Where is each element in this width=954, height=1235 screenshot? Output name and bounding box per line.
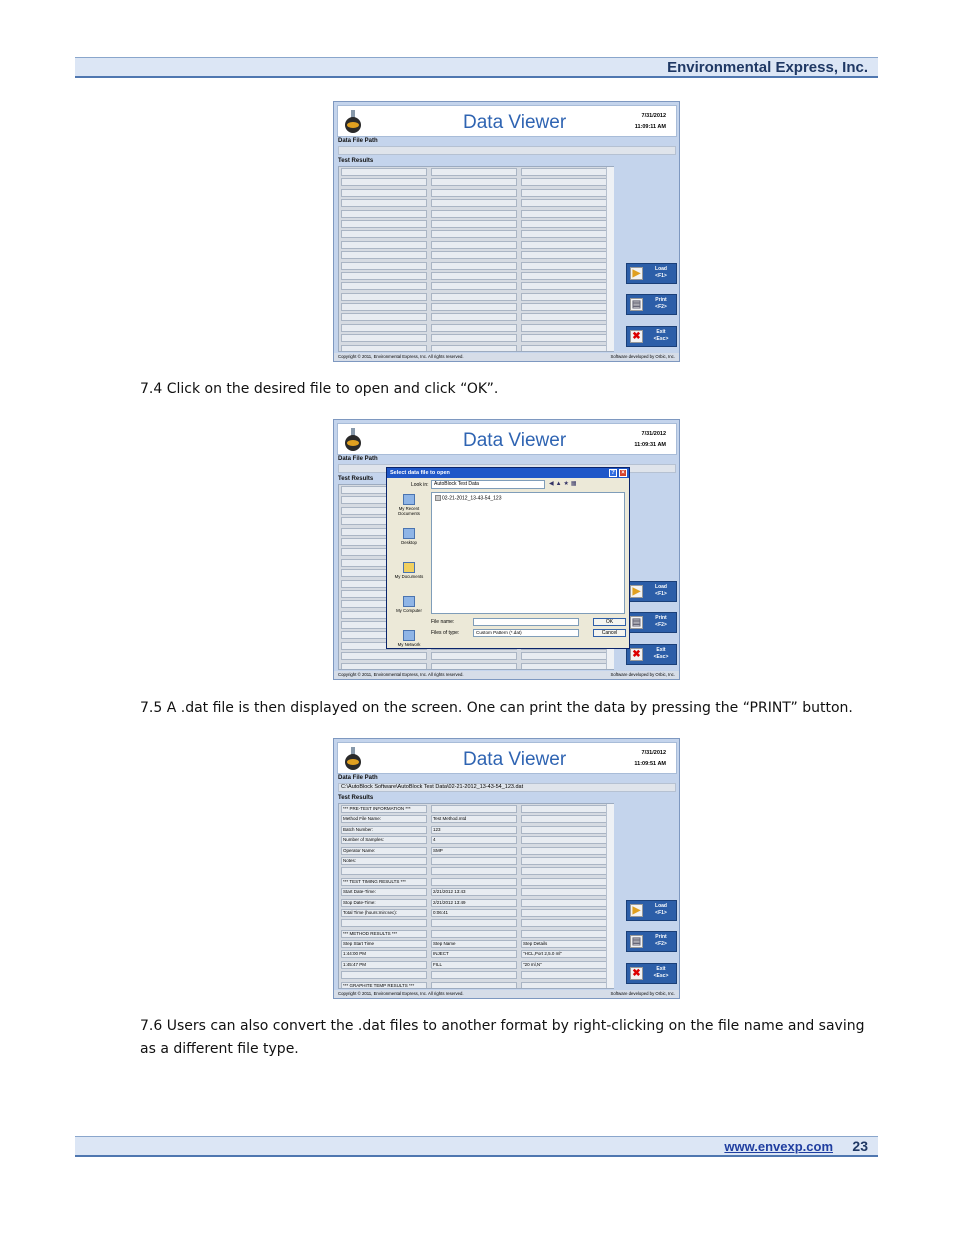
printer-icon: ▤ — [631, 936, 642, 947]
table-cell — [521, 982, 607, 989]
table-cell — [521, 857, 607, 865]
app-title: Data Viewer — [463, 430, 567, 451]
load-label: Load — [655, 903, 667, 909]
table-row — [339, 271, 613, 281]
desktop-icon — [403, 528, 415, 539]
test-results-label: Test Results — [338, 158, 374, 164]
table-cell: "20 ml,N" — [521, 961, 607, 969]
table-cell — [521, 241, 607, 249]
load-button[interactable] — [626, 581, 677, 602]
table-cell — [431, 199, 517, 207]
table-cell: Step Details — [521, 940, 607, 948]
date-text: 7/31/2012 — [641, 113, 666, 119]
printer-icon: ▤ — [631, 299, 642, 310]
table-cell — [431, 867, 517, 875]
place-recent[interactable] — [391, 494, 427, 525]
table-cell — [341, 241, 427, 249]
table-cell: SMP — [431, 847, 517, 855]
table-cell: INJECT — [431, 950, 517, 958]
time-text: 11:09:51 AM — [634, 761, 666, 767]
table-cell — [341, 313, 427, 321]
place-label: Desktop — [401, 540, 417, 545]
table-cell — [341, 210, 427, 218]
table-cell — [341, 220, 427, 228]
data-viewer-screenshot-results — [333, 738, 680, 999]
datetime-display — [635, 111, 666, 133]
table-cell — [431, 230, 517, 238]
time-text: 11:09:11 AM — [634, 124, 666, 130]
open-file-dialog — [386, 467, 630, 649]
table-cell — [431, 663, 517, 670]
file-type-label: Files of type: — [431, 630, 460, 636]
table-cell — [521, 930, 607, 938]
table-row — [339, 929, 613, 939]
table-row — [339, 898, 613, 908]
table-cell — [341, 345, 427, 352]
printer-icon: ▤ — [631, 617, 642, 628]
file-name-label: File name: — [431, 619, 455, 625]
table-cell — [521, 220, 607, 228]
table-cell: Operator Name: — [341, 847, 427, 855]
print-label: Print — [655, 615, 667, 621]
table-row — [339, 250, 613, 260]
developer-text: Software developed by Orbic, Inc. — [610, 672, 675, 677]
table-cell: 0:06:41 — [431, 909, 517, 917]
dialog-titlebar — [387, 468, 629, 478]
folder-icon: ▶ — [630, 585, 643, 598]
step-7-4-text: 7.4 Click on the desired file to open and click “OK”. — [140, 381, 499, 397]
look-in-label: Look in: — [411, 482, 429, 488]
table-cell: *** METHOD RESULTS *** — [341, 930, 427, 938]
my-computer-icon — [403, 596, 415, 607]
load-button[interactable] — [626, 263, 677, 284]
table-row — [339, 918, 613, 928]
exit-button[interactable] — [626, 326, 677, 347]
table-cell — [341, 293, 427, 301]
table-cell — [521, 272, 607, 280]
app-title: Data Viewer — [463, 749, 567, 770]
table-cell: Batch Number: — [341, 826, 427, 834]
table-cell — [521, 230, 607, 238]
place-documents[interactable] — [391, 562, 427, 593]
flask-logo-icon — [344, 747, 362, 771]
my-documents-icon — [403, 562, 415, 573]
step-7-5-text: 7.5 A .dat file is then displayed on the screen. One can print the data by pressing the “PRINT” button. — [140, 700, 853, 716]
table-cell: Notes: — [341, 857, 427, 865]
exit-button[interactable] — [626, 963, 677, 984]
file-type-select[interactable]: Custom Pattern (*.dat) — [473, 629, 579, 637]
table-cell: FILL — [431, 961, 517, 969]
table-cell — [521, 334, 607, 342]
table-cell: "HCL,Port 2,5.0 ml" — [521, 950, 607, 958]
table-cell — [521, 210, 607, 218]
app-footer — [334, 671, 679, 679]
table-cell — [341, 168, 427, 176]
folder-icon: ▶ — [630, 267, 643, 280]
table-cell — [521, 199, 607, 207]
data-viewer-screenshot-dialog — [333, 419, 680, 680]
ok-button[interactable]: OK — [593, 618, 626, 626]
data-file-path-label: Data File Path — [338, 456, 378, 462]
table-row — [339, 167, 613, 177]
table-cell — [341, 324, 427, 332]
app-header-bar — [337, 105, 677, 137]
table-row — [339, 240, 613, 250]
table-cell — [521, 899, 607, 907]
table-cell — [521, 867, 607, 875]
table-row — [339, 302, 613, 312]
print-button[interactable] — [626, 294, 677, 315]
results-grid — [338, 803, 614, 989]
table-cell — [341, 303, 427, 311]
exit-button[interactable] — [626, 644, 677, 665]
data-file-path-field: C:\AutoBlock Software\AutoBlock Test Data\02-21-2012_13-43-54_123.dat — [338, 783, 676, 792]
table-cell: Test Method.mtd — [431, 815, 517, 823]
flask-logo-icon — [344, 110, 362, 134]
help-icon[interactable]: ? — [609, 469, 617, 477]
step-7-6-text: 7.6 Users can also convert the .dat files to another format by right-clicking on the file name and saving as a different file type. — [140, 1018, 865, 1057]
test-results-label: Test Results — [338, 476, 374, 482]
table-cell — [341, 262, 427, 270]
table-cell: Number of Samples: — [341, 836, 427, 844]
table-cell: Step Name — [431, 940, 517, 948]
table-cell — [431, 210, 517, 218]
company-name: Environmental Express, Inc. — [667, 59, 868, 76]
test-results-label: Test Results — [338, 795, 374, 801]
dialog-title: Select data file to open — [390, 470, 450, 476]
table-cell — [431, 178, 517, 186]
app-title: Data Viewer — [463, 112, 567, 133]
table-cell — [431, 878, 517, 886]
table-cell: Total Time (hours:min:sec): — [341, 909, 427, 917]
exit-key: <Esc> — [653, 336, 669, 342]
data-file-path-field — [338, 146, 676, 155]
table-row — [339, 835, 613, 845]
file-name-input[interactable] — [473, 618, 579, 626]
table-cell — [521, 168, 607, 176]
table-cell: 2/21/2012 13:43 — [431, 888, 517, 896]
table-cell: *** GRAPHITE TEMP RESULTS *** — [341, 982, 427, 989]
table-cell: 4 — [431, 836, 517, 844]
table-row — [339, 877, 613, 887]
datetime-display — [634, 748, 666, 770]
table-row — [339, 292, 613, 302]
table-cell — [431, 982, 517, 989]
app-header-bar — [337, 742, 677, 774]
table-row — [339, 188, 613, 198]
table-cell — [521, 303, 607, 311]
load-label: Load — [655, 584, 667, 590]
dialog-toolbar-icons[interactable]: ◀▲★▦ — [549, 481, 579, 487]
table-cell — [431, 857, 517, 865]
table-cell — [431, 805, 517, 813]
recent-documents-icon — [403, 494, 415, 505]
copyright-text: Copyright © 2011, Environmental Express, Inc. All rights reserved. — [338, 672, 464, 677]
table-cell — [431, 324, 517, 332]
copyright-text: Copyright © 2011, Environmental Express, Inc. All rights reserved. — [338, 991, 464, 996]
table-row — [339, 333, 613, 343]
table-cell — [341, 971, 427, 979]
place-computer[interactable] — [391, 596, 427, 627]
table-cell — [431, 241, 517, 249]
table-cell — [341, 251, 427, 259]
website-link[interactable]: www.envexp.com — [724, 1139, 833, 1154]
table-cell — [521, 971, 607, 979]
table-cell — [521, 663, 607, 670]
table-cell — [431, 293, 517, 301]
table-cell: Stop Date-Time: — [341, 899, 427, 907]
table-row — [339, 804, 613, 814]
data-file-path-label: Data File Path — [338, 775, 378, 781]
table-cell — [521, 919, 607, 927]
table-cell — [431, 334, 517, 342]
date-text: 7/31/2012 — [641, 750, 666, 756]
datetime-display — [634, 429, 666, 451]
table-cell — [431, 919, 517, 927]
table-cell — [431, 168, 517, 176]
app-header-bar — [337, 423, 677, 455]
table-cell — [341, 282, 427, 290]
developer-text: Software developed by Orbic, Inc. — [610, 991, 675, 996]
folder-icon: ▶ — [630, 904, 643, 917]
red-x-icon: ✖ — [630, 967, 643, 980]
results-scrollbar[interactable] — [606, 167, 614, 351]
table-cell: 123 — [431, 826, 517, 834]
load-button[interactable] — [626, 900, 677, 921]
table-cell — [341, 189, 427, 197]
table-cell — [431, 345, 517, 352]
table-cell — [431, 272, 517, 280]
table-cell — [521, 847, 607, 855]
table-cell — [431, 652, 517, 660]
table-cell — [431, 262, 517, 270]
table-cell — [521, 262, 607, 270]
place-desktop[interactable] — [391, 528, 427, 559]
place-label: My Documents — [394, 574, 424, 579]
exit-label: Exit — [656, 329, 666, 335]
places-bar — [391, 491, 427, 647]
place-label: My Network — [397, 642, 421, 647]
table-cell: 2/21/2012 13:49 — [431, 899, 517, 907]
table-row — [339, 198, 613, 208]
table-cell: Method File Name: — [341, 815, 427, 823]
table-cell — [431, 313, 517, 321]
print-label: Print — [655, 297, 667, 303]
table-cell — [341, 334, 427, 342]
print-key: <F2> — [655, 304, 667, 310]
table-cell — [521, 826, 607, 834]
table-cell — [521, 836, 607, 844]
table-row — [339, 177, 613, 187]
table-cell — [521, 345, 607, 352]
table-row — [339, 323, 613, 333]
my-network-icon — [403, 630, 415, 641]
load-key: <F1> — [655, 273, 667, 279]
table-cell: 1:45:47 PM — [341, 961, 427, 969]
table-row — [339, 662, 613, 670]
table-cell — [341, 272, 427, 280]
table-cell — [431, 971, 517, 979]
table-cell — [341, 867, 427, 875]
table-cell — [521, 178, 607, 186]
print-button[interactable] — [626, 931, 677, 952]
print-label: Print — [655, 934, 667, 940]
table-row — [339, 261, 613, 271]
red-x-icon: ✖ — [630, 330, 643, 343]
flask-logo-icon — [344, 428, 362, 452]
table-cell — [521, 652, 607, 660]
table-cell — [431, 220, 517, 228]
table-row — [339, 814, 613, 824]
file-icon — [435, 495, 441, 501]
table-row — [339, 908, 613, 918]
place-network[interactable] — [391, 630, 427, 661]
exit-label: Exit — [656, 647, 666, 653]
place-label: My Recent Documents — [398, 506, 420, 516]
table-cell — [341, 199, 427, 207]
table-cell — [341, 230, 427, 238]
table-cell — [431, 303, 517, 311]
table-cell: Step Start Time — [341, 940, 427, 948]
data-viewer-screenshot-empty — [333, 101, 680, 362]
page-number: 23 — [852, 1138, 868, 1154]
table-row — [339, 939, 613, 949]
table-cell — [521, 909, 607, 917]
table-cell: *** PRE-TEST INFORMATION *** — [341, 805, 427, 813]
table-cell — [341, 663, 427, 670]
load-key: <F1> — [655, 591, 667, 597]
table-row — [339, 312, 613, 322]
table-row — [339, 970, 613, 980]
table-cell: 1:44:00 PM — [341, 950, 427, 958]
data-file-path-label: Data File Path — [338, 138, 378, 144]
copyright-text: Copyright © 2011, Environmental Express, Inc. All rights reserved. — [338, 354, 464, 359]
table-cell — [341, 178, 427, 186]
table-cell — [431, 930, 517, 938]
table-row — [339, 825, 613, 835]
date-text: 7/31/2012 — [641, 431, 666, 437]
app-footer — [334, 990, 679, 998]
table-row — [339, 846, 613, 856]
table-row — [339, 344, 613, 352]
look-in-select[interactable]: AutoBlock Test Data — [431, 480, 545, 489]
red-x-icon: ✖ — [630, 648, 643, 661]
table-row — [339, 209, 613, 219]
page-footer — [75, 1136, 878, 1157]
exit-key: <Esc> — [653, 654, 669, 660]
time-text: 11:09:31 AM — [634, 442, 666, 448]
load-key: <F1> — [655, 910, 667, 916]
results-grid — [338, 166, 614, 352]
table-cell: Start Date-Time: — [341, 888, 427, 896]
table-cell — [521, 251, 607, 259]
exit-label: Exit — [656, 966, 666, 972]
table-cell — [521, 805, 607, 813]
table-cell — [521, 293, 607, 301]
exit-key: <Esc> — [653, 973, 669, 979]
file-item[interactable]: 02-21-2012_13-43-54_123 — [442, 495, 502, 502]
load-label: Load — [655, 266, 667, 272]
table-row — [339, 219, 613, 229]
table-cell — [521, 815, 607, 823]
table-cell — [521, 313, 607, 321]
table-cell — [341, 919, 427, 927]
page-header — [75, 57, 878, 78]
place-label: My Computer — [396, 608, 422, 613]
table-row — [339, 651, 613, 661]
table-cell — [521, 189, 607, 197]
table-cell — [521, 878, 607, 886]
close-icon[interactable]: × — [619, 469, 627, 477]
table-row — [339, 229, 613, 239]
table-cell — [521, 888, 607, 896]
print-button[interactable] — [626, 612, 677, 633]
table-cell — [521, 282, 607, 290]
table-row — [339, 281, 613, 291]
developer-text: Software developed by Orbic, Inc. — [610, 354, 675, 359]
table-row — [339, 960, 613, 970]
print-key: <F2> — [655, 941, 667, 947]
print-key: <F2> — [655, 622, 667, 628]
app-footer — [334, 353, 679, 361]
table-cell — [521, 324, 607, 332]
table-cell — [431, 282, 517, 290]
file-list[interactable] — [431, 492, 625, 614]
table-cell — [431, 189, 517, 197]
table-row — [339, 887, 613, 897]
table-row — [339, 856, 613, 866]
table-row — [339, 981, 613, 989]
table-row — [339, 949, 613, 959]
table-cell — [431, 251, 517, 259]
table-row — [339, 866, 613, 876]
results-scrollbar[interactable] — [606, 804, 614, 988]
table-cell: *** TEST TIMING RESULTS *** — [341, 878, 427, 886]
cancel-button[interactable]: Cancel — [593, 629, 626, 637]
